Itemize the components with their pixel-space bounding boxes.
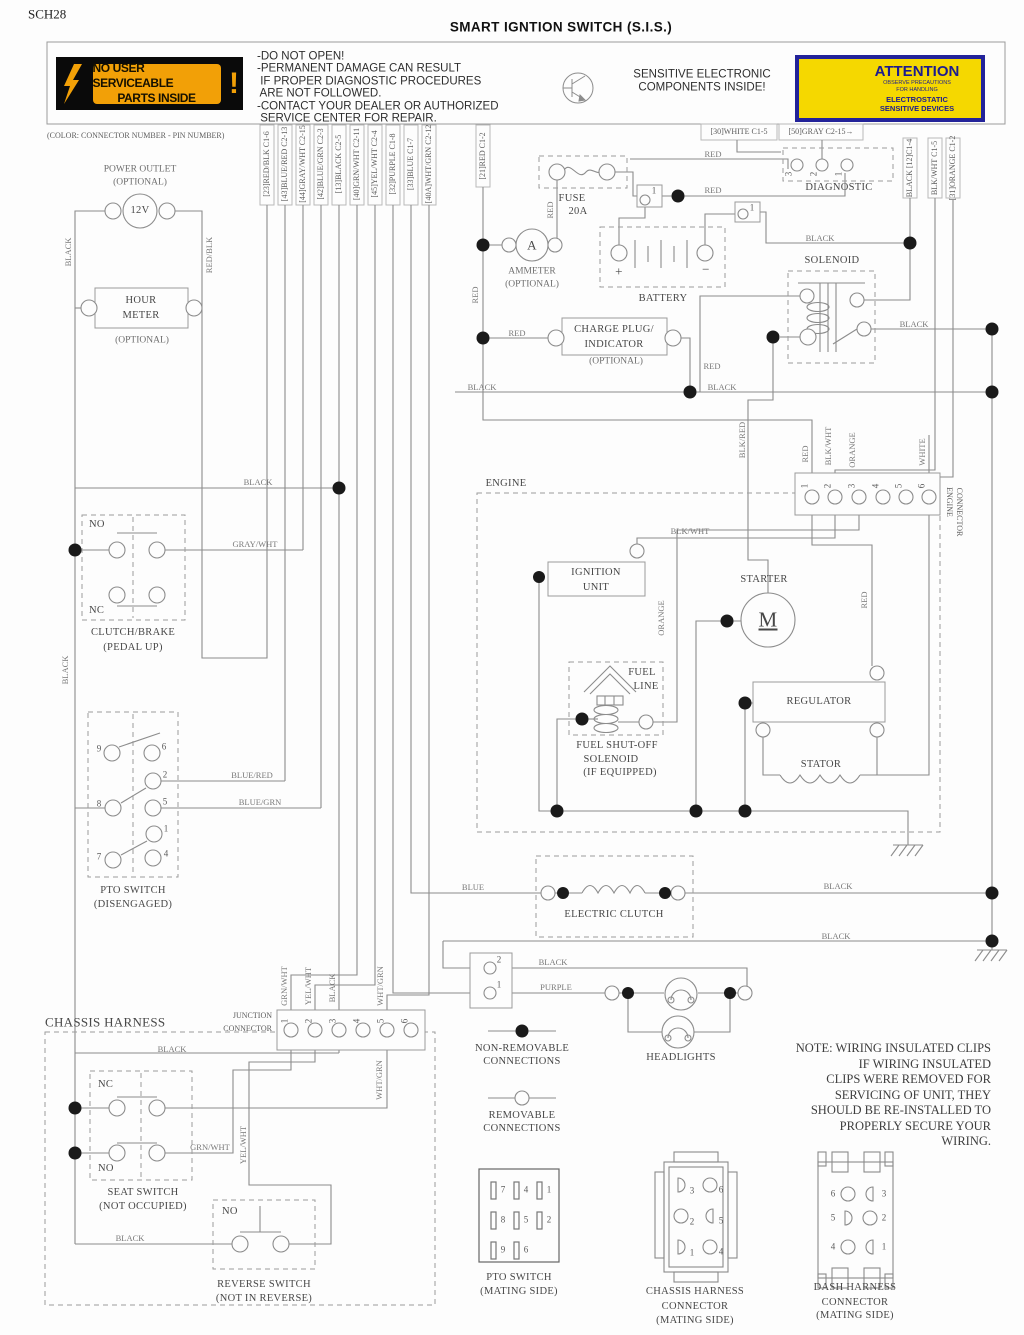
chassis-conn-pin: 1 [689,1247,695,1258]
harness-label: [30]WHITE C1-5 [710,127,768,136]
wire-label-blue-grn: BLUE/GRN [238,796,282,807]
junction-connector-label: JUNCTION [232,1011,272,1020]
attention-title: ATTENTION [874,62,960,80]
clutch-nc-label: NC [89,604,105,616]
junction-pin: 3 [327,1018,338,1024]
power-outlet-label: POWER OUTLET [103,164,177,175]
harness-label: [40]GRN/WHT C2-11 [352,127,361,201]
wire-label-wht-grn: WHT/GRN [373,1060,384,1100]
legend-non-removable: NON-REMOVABLE [474,1042,570,1054]
attention-sub: SENSITIVE DEVICES [879,103,955,113]
headlight-icons [662,978,697,1048]
note-line: CLIPS WERE REMOVED FOR [826,1071,991,1086]
dash-conn-pin: 3 [881,1188,887,1199]
wire-label-gray-wht: GRAY/WHT [232,538,278,549]
note-line: SERVICING OF UNIT, THEY [834,1087,991,1102]
dash-conn-label: (MATING SIDE) [816,1309,894,1321]
wire-label-grn-wht: GRN/WHT [278,966,289,1006]
attention-sub: FOR HANDLING [896,87,938,94]
harness-label: [13]BLACK C2-5 [334,134,343,194]
harness-label: [31]ORANGE C1-2 [948,135,957,201]
pto-mating-pin: 2 [546,1214,552,1225]
dash-conn-pin: 4 [830,1241,836,1252]
wire-label-orange: ORANGE [846,432,857,468]
pto-pin: 7 [96,851,102,862]
ammeter-optional: (OPTIONAL) [505,279,559,290]
wire-label-black: BLACK [115,1232,145,1243]
wire-label-yel-wht: YEL/WHT [237,1125,248,1165]
headlights-label: HEADLIGHTS [646,1051,716,1063]
harness-label: BLACK [12]C1-4 [905,138,914,198]
solenoid-label: SOLENOID [804,254,860,266]
legend-non-removable: CONNECTIONS [483,1055,561,1067]
wire-label-black: BLACK [821,930,851,941]
chassis-conn-label: (MATING SIDE) [656,1314,734,1326]
chassis-harness-label: CHASSIS HARNESS [45,1014,166,1030]
starter-label: STARTER [740,573,788,585]
electric-clutch-label: ELECTRIC CLUTCH [564,908,664,920]
pto-pin: 8 [96,798,102,809]
harness-label: [42]BLUE/GRN C2-3 [316,128,325,200]
dash-conn-pin: 6 [830,1188,836,1199]
engine-connector-pin: 5 [893,483,904,489]
charge-plug-label: INDICATOR [584,338,644,350]
wire-label-red: RED [703,360,721,371]
wire-label-black: BLACK [62,237,73,267]
wire-label-black: BLACK [823,880,853,891]
pto-pin: 4 [163,848,169,859]
wire-label-black: BLACK [243,476,273,487]
pto-mating-pin: 4 [523,1184,529,1195]
chassis-conn-pin: 4 [718,1246,724,1257]
fuel-line-label: FUEL [628,666,656,678]
wire-label-black: BLACK [538,956,568,967]
clutch-brake-state: (PEDAL UP) [103,641,163,653]
attention-label [795,55,985,122]
wire-label-black: BLACK [59,655,70,685]
stator-label: STATOR [800,758,842,770]
junction-connector-box [277,1010,425,1050]
solenoid-box [788,271,875,363]
harness-label: [44]GRAY/WHT C2-15 [298,125,307,203]
note-line: SHOULD BE RE-INSTALLED TO [810,1102,991,1117]
wire-label-black: BLACK [707,381,737,392]
junction-pin: 4 [351,1018,362,1024]
wire-label-blk-wht: BLK/WHT [822,426,833,466]
headlight-connector-box [470,953,512,1008]
engine-connector-pin: 4 [870,483,881,489]
harness-label: [43]BLUE/RED C2-13 [280,126,289,202]
dash-conn-pin: 1 [881,1241,887,1252]
engine-connector-label: CONNECTOR [955,487,964,537]
legend-removable: CONNECTIONS [483,1122,561,1134]
pto-switch-state: (DISENGAGED) [93,898,173,910]
lightning-bolt-icon [60,62,84,106]
harness-label: [33]BLUE C1-7 [406,137,415,191]
wire-label-black: BLACK [326,973,337,1003]
wire-label-red: RED [799,445,810,463]
exclamation-icon: ! [229,66,239,100]
wire-label-yel-wht: YEL/WHT [302,966,313,1006]
charge-plug-label: CHARGE PLUG/ [574,323,654,335]
pto-mating-pin: 6 [523,1244,529,1255]
engine-connector-pin: 6 [916,483,927,489]
chassis-conn-pin: 2 [689,1216,695,1227]
wire-label-red: RED [704,148,722,159]
harness-label: [50]GRAY C2-15→ [788,127,854,136]
attention-sub: OBSERVE PRECAUTIONS [883,80,951,87]
wire-label-grn-wht: GRN/WHT [190,1141,230,1152]
sensitive-line2: COMPONENTS INSIDE! [638,81,766,94]
fuel-line-label: LINE [633,680,659,692]
fuel-solenoid-label: SOLENOID [583,753,639,765]
fuel-solenoid-label: FUEL SHUT-OFF [576,739,658,751]
wire-label-blue: BLUE [461,881,485,892]
wire-label-orange: ORANGE [655,600,666,636]
diagnostic-pin: 1 [833,171,844,177]
clutch-brake-label: CLUTCH/BRAKE [90,626,176,638]
fuse-label: FUSE [558,192,586,204]
wire-label-blue-red: BLUE/RED [231,769,273,780]
page-title: SMART IGNTION SWITCH (S.I.S.) [449,19,673,35]
wire-label-red: RED [469,286,480,304]
warning-line: SERVICE CENTER FOR REPAIR. [257,112,437,125]
engine-connector-pin: 1 [799,483,810,489]
chassis-connector-icon [655,1152,737,1282]
harness-label: [23]RED/BLK C1-6 [262,131,271,197]
engine-connector-pin: 2 [822,483,833,489]
dash-conn-label: DASH HARNESS [813,1281,897,1293]
warning-line: ARE NOT FOLLOWED. [257,87,382,100]
attention-sub: ELECTROSTATIC [886,94,948,104]
engine-connector-pin: 3 [846,483,857,489]
junction-connector-label: CONNECTOR [223,1024,272,1033]
pto-pin: 5 [162,796,168,807]
engine-box [477,493,940,832]
pto-mating-pin: 9 [500,1244,506,1255]
seat-switch-state: (NOT OCCUPIED) [99,1200,187,1212]
junction-pin: 6 [399,1018,410,1024]
seat-nc-label: NC [98,1078,114,1090]
pto-pin: 1 [163,823,169,834]
chassis-conn-pin: 6 [718,1184,724,1195]
connector-pin: 1 [651,185,657,196]
pto-mating-pin: 5 [523,1214,529,1225]
power-outlet-value: 12V [130,204,150,216]
chassis-conn-pin: 3 [689,1185,695,1196]
reverse-switch-label: REVERSE SWITCH [217,1278,311,1290]
dash-conn-label: CONNECTOR [821,1296,889,1308]
starter-motor-symbol: M [758,607,778,632]
diagnostic-pin: 3 [783,171,794,177]
hour-meter-optional: (OPTIONAL) [115,335,169,346]
wire-label-black: BLACK [467,381,497,392]
chassis-conn-label: CHASSIS HARNESS [645,1285,745,1297]
chassis-conn-pin: 5 [718,1215,724,1226]
diagnostic-pin: 2 [808,171,819,177]
warning-line: IF PROPER DIAGNOSTIC PROCEDURES [257,75,482,88]
pto-mating-pin: 1 [546,1184,552,1195]
diagnostic-label: DIAGNOSTIC [805,181,873,193]
ignition-unit-label: UNIT [582,581,610,593]
hour-meter-label: HOUR [125,294,157,306]
note-line: NOTE: WIRING INSULATED CLIPS [795,1040,991,1055]
chassis-conn-label: CONNECTOR [661,1300,729,1312]
wire-label-red: RED [544,201,555,219]
wire-label-purple: PURPLE [540,981,572,992]
warning-line: -DO NOT OPEN! [257,50,345,63]
engine-label: ENGINE [485,477,527,489]
warning-line: -CONTACT YOUR DEALER OR AUTHORIZED [257,100,499,113]
esd-label-line1: NO USER SERVICEABLE [92,61,174,90]
ignition-unit-label: IGNITION [571,566,621,578]
wire-label-black: BLACK [157,1043,187,1054]
wire-label-red: RED [704,184,722,195]
color-note: (COLOR: CONNECTOR NUMBER - PIN NUMBER) [47,131,225,140]
no-user-serviceable-label [56,57,243,110]
engine-connector-label: ENGINE [945,487,954,517]
pto-pin: 2 [162,769,168,780]
non-removable-connection-dots [69,190,999,1160]
transistor-icon [563,73,593,103]
connector-pin: 1 [749,202,755,213]
wire-label-black: BLACK [805,232,835,243]
pto-mating-label: (MATING SIDE) [480,1285,558,1297]
charge-plug-optional: (OPTIONAL) [589,356,643,367]
hour-meter-label: METER [122,309,160,321]
harness-label: [32]PURPLE C1-8 [388,133,397,195]
warning-line: -PERMANENT DAMAGE CAN RESULT [257,62,462,75]
pto-mating-label: PTO SWITCH [486,1271,552,1283]
pto-mating-pin: 8 [500,1214,506,1225]
harness-label: [21]RED C1-2 [478,132,487,180]
harness-label: BLK/WHT C1-5 [930,140,939,196]
reverse-switch-state: (NOT IN REVERSE) [215,1292,313,1304]
fuel-solenoid-label: (IF EQUIPPED) [583,766,657,778]
esd-label-line2: PARTS INSIDE [117,91,196,105]
dash-conn-pin: 5 [830,1212,836,1223]
battery-minus: − [702,261,710,277]
reverse-no-label: NO [222,1205,238,1217]
headlight-pin: 2 [496,954,502,965]
wire-label-red: RED [858,591,869,609]
sensitive-line1: SENSITIVE ELECTRONIC [633,68,771,81]
pto-pin: 9 [96,743,102,754]
battery-plus: + [615,263,623,279]
schematic-id: SCH28 [28,6,67,22]
wire-label-blk-red: BLK/RED [736,421,747,459]
harness-label: [45]YEL/WHT C2-4 [370,130,379,198]
note-line: IF WIRING INSULATED [858,1056,991,1071]
wire-label-white: WHITE [916,438,927,466]
pto-pin: 6 [161,741,167,752]
note-line: WIRING. [941,1133,991,1148]
note-line: PROPERLY SECURE YOUR [839,1118,991,1133]
fuse-rating: 20A [568,205,588,217]
seat-switch-label: SEAT SWITCH [107,1186,179,1198]
legend-removable: REMOVABLE [488,1109,556,1121]
junction-pin: 1 [279,1018,290,1024]
headlight-pin: 1 [496,979,502,990]
ammeter-label: AMMETER [508,266,556,277]
junction-pin: 2 [303,1018,314,1024]
pto-mating-pin: 7 [500,1184,506,1195]
seat-no-label: NO [98,1162,114,1174]
junction-pin: 5 [375,1018,386,1024]
wire-label-red-blk: RED/BLK [203,236,214,274]
dash-conn-pin: 2 [881,1212,887,1223]
wire-label-blk-wht: BLK/WHT [670,525,710,536]
ammeter-symbol: A [527,237,537,253]
pto-switch-label: PTO SWITCH [100,884,166,896]
harness-label: [40A]WHT/GRN C2-12 [424,124,433,204]
wire-label-black: BLACK [899,318,929,329]
clutch-no-label: NO [89,518,105,530]
wire-label-red: RED [508,327,526,338]
wire-label-wht-grn: WHT/GRN [374,966,385,1006]
regulator-label: REGULATOR [786,695,852,707]
battery-label: BATTERY [638,292,688,304]
power-outlet-optional: (OPTIONAL) [113,177,167,188]
